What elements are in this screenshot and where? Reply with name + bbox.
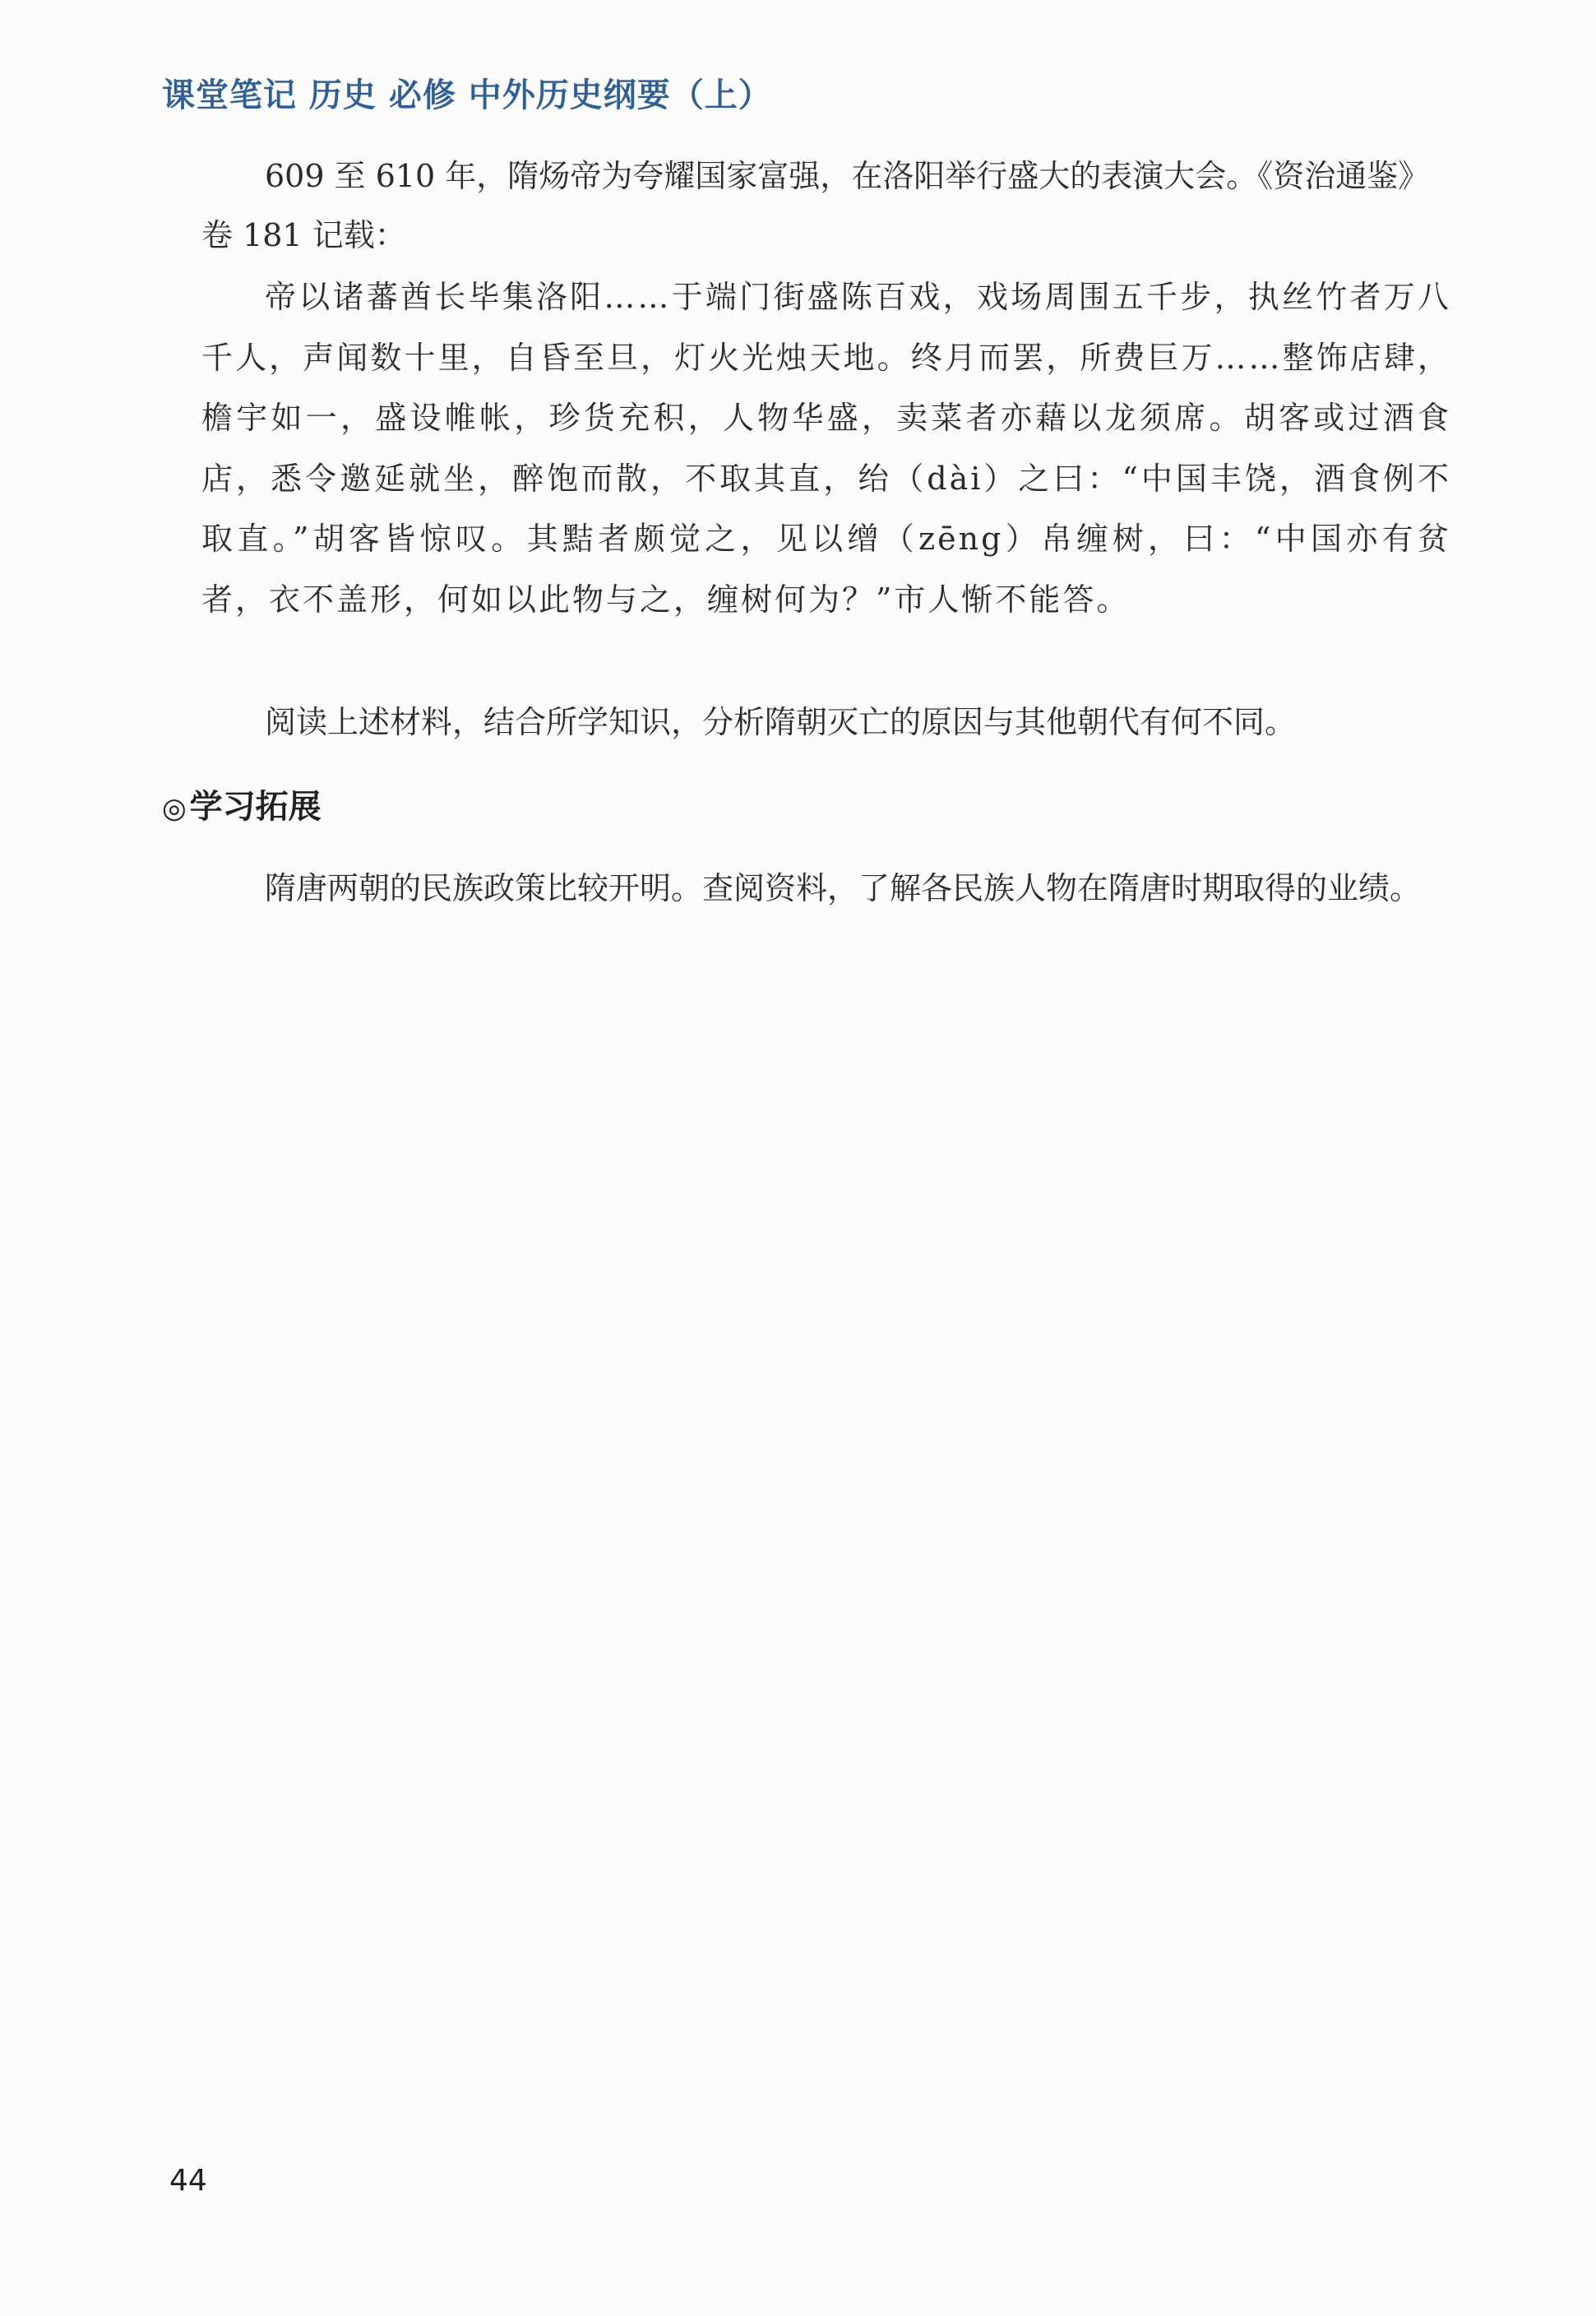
running-header: 课堂笔记 历史 必修 中外历史纲要（上） — [162, 76, 772, 114]
extension-paragraph: 隋唐两朝的民族政策比较开明。查阅资料，了解各民族人物在隋唐时期取得的业绩。 — [265, 870, 1422, 906]
section-heading — [162, 784, 322, 831]
question-paragraph: 阅读上述材料，结合所学知识，分析隋朝灭亡的原因与其他朝代有何不同。 — [265, 704, 1297, 740]
page-number: 44 — [169, 2164, 207, 2198]
intro-paragraph: 609 至 610 年，隋炀帝为夸耀国家富强，在洛阳举行盛大的表演大会。《资治通鉴》卷 181 记载： — [201, 158, 1430, 253]
double-circle-icon: ◎ — [162, 792, 187, 825]
section-title-text: 学习拓展 — [189, 788, 322, 826]
historical-quote: 帝以诸蕃酋长毕集洛阳……于端门街盛陈百戏，戏场周围五千步，执丝竹者万八千人，声闻数十里，自昏至旦，灯火光烛天地。终月而罢，所费巨万……整饰店肆，檐宇如一，盛设帷帐，珍货充积，人物华盛，卖菜者亦藉以龙须席。胡客或过酒食店，悉令邀延就坐，醉饱而散，不取其直，绐（dài）之曰：“中国丰饶，酒食例不取直。”胡客皆惊叹。其黠者颇觉之，见以缯（zēng）帛缠树，曰：“中国亦有贫者，衣不盖形，何如以此物与之，缠树何为？”市人惭不能答。 — [201, 279, 1451, 618]
